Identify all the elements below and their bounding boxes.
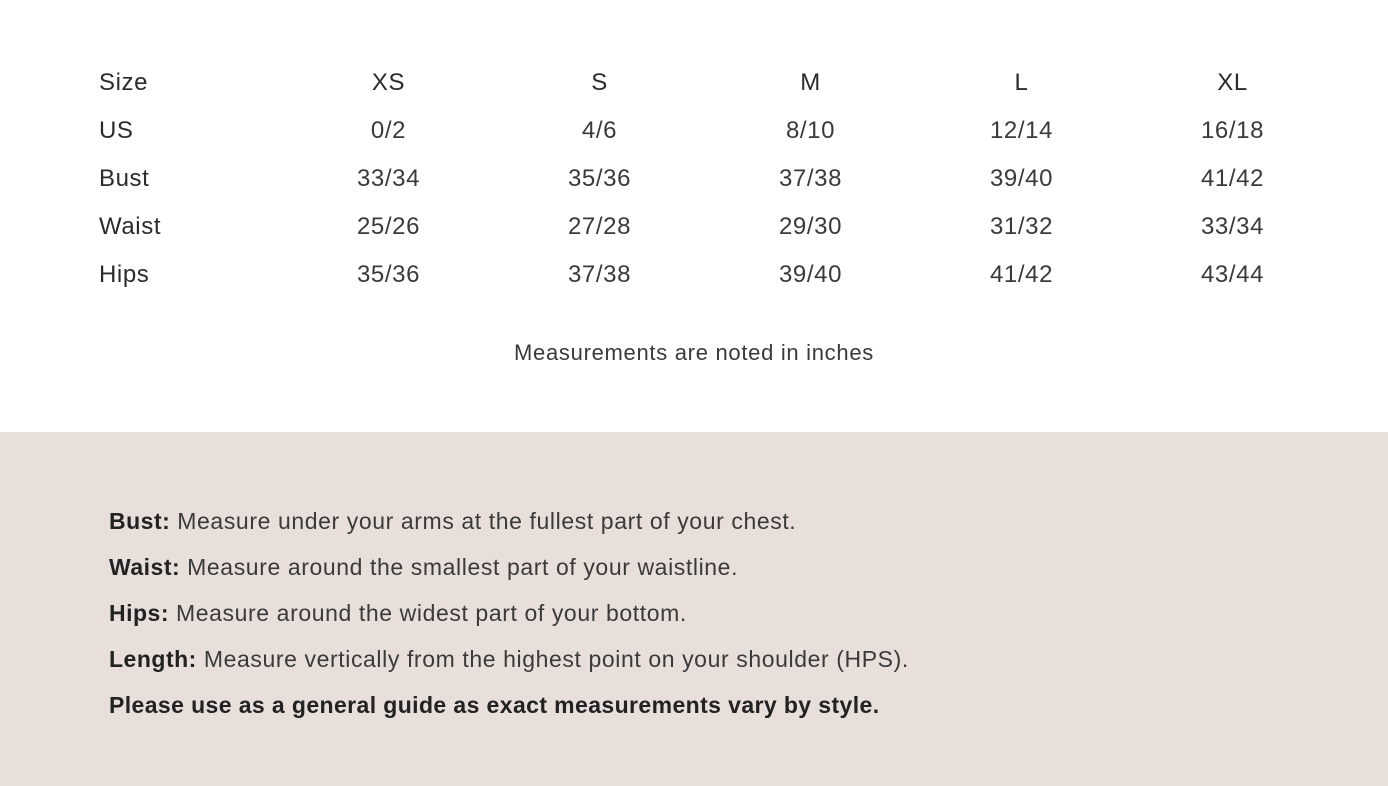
table-cell: 39/40 [778, 261, 843, 288]
guide-item-waist [109, 548, 909, 594]
size-header-xl: XL [1217, 69, 1248, 96]
row-label-hips: Hips [99, 261, 150, 288]
table-cell: 8/10 [785, 117, 836, 144]
table-cell: 41/42 [989, 261, 1054, 288]
table-cell: 0/2 [370, 117, 407, 144]
table-cell: 35/36 [567, 165, 632, 192]
table-cell: 29/30 [778, 213, 843, 240]
table-cell: 41/42 [1200, 165, 1265, 192]
size-header-m: M [800, 69, 821, 96]
table-cell: 4/6 [581, 117, 618, 144]
table-cell: 31/32 [989, 213, 1054, 240]
size-header-xs: XS [371, 69, 406, 96]
guide-item-length [109, 640, 909, 686]
guide-disclaimer: Please use as a general guide as exact measurements vary by style. [109, 692, 880, 718]
table-cell: 39/40 [989, 165, 1054, 192]
table-cell: 33/34 [356, 165, 421, 192]
size-header-s: S [591, 69, 608, 96]
table-row-waist [99, 203, 1338, 251]
guide-item-hips [109, 594, 909, 640]
guide-text: Measure around the smallest part of your waistline. [187, 554, 739, 580]
table-cell: 33/34 [1200, 213, 1265, 240]
row-label-bust: Bust [99, 165, 150, 192]
measuring-guide-panel [0, 432, 1388, 786]
guide-text: Measure vertically from the highest point on your shoulder (HPS). [203, 646, 909, 672]
guide-text: Measure under your arms at the fullest part of your chest. [177, 508, 797, 534]
row-label-us: US [99, 117, 134, 144]
size-chart-table [99, 59, 1338, 299]
guide-term: Waist: [109, 554, 181, 580]
table-cell: 27/28 [567, 213, 632, 240]
table-cell: 12/14 [989, 117, 1054, 144]
table-cell: 25/26 [356, 213, 421, 240]
measurement-units-note: Measurements are noted in inches [514, 340, 874, 365]
table-cell: 37/38 [778, 165, 843, 192]
table-cell: 16/18 [1200, 117, 1265, 144]
table-cell: 37/38 [567, 261, 632, 288]
row-label-waist: Waist [99, 213, 162, 240]
table-header-row [99, 59, 1338, 107]
table-cell: 43/44 [1200, 261, 1265, 288]
size-header-label: Size [99, 69, 149, 96]
guide-term: Length: [109, 646, 197, 672]
measuring-guide-list [109, 502, 909, 732]
table-row-us [99, 107, 1338, 155]
guide-term: Bust: [109, 508, 171, 534]
size-header-l: L [1014, 69, 1029, 96]
table-cell: 35/36 [356, 261, 421, 288]
table-row-bust [99, 155, 1338, 203]
table-row-hips [99, 251, 1338, 299]
guide-item-bust [109, 502, 909, 548]
guide-term: Hips: [109, 600, 169, 626]
guide-text: Measure around the widest part of your bottom. [176, 600, 687, 626]
